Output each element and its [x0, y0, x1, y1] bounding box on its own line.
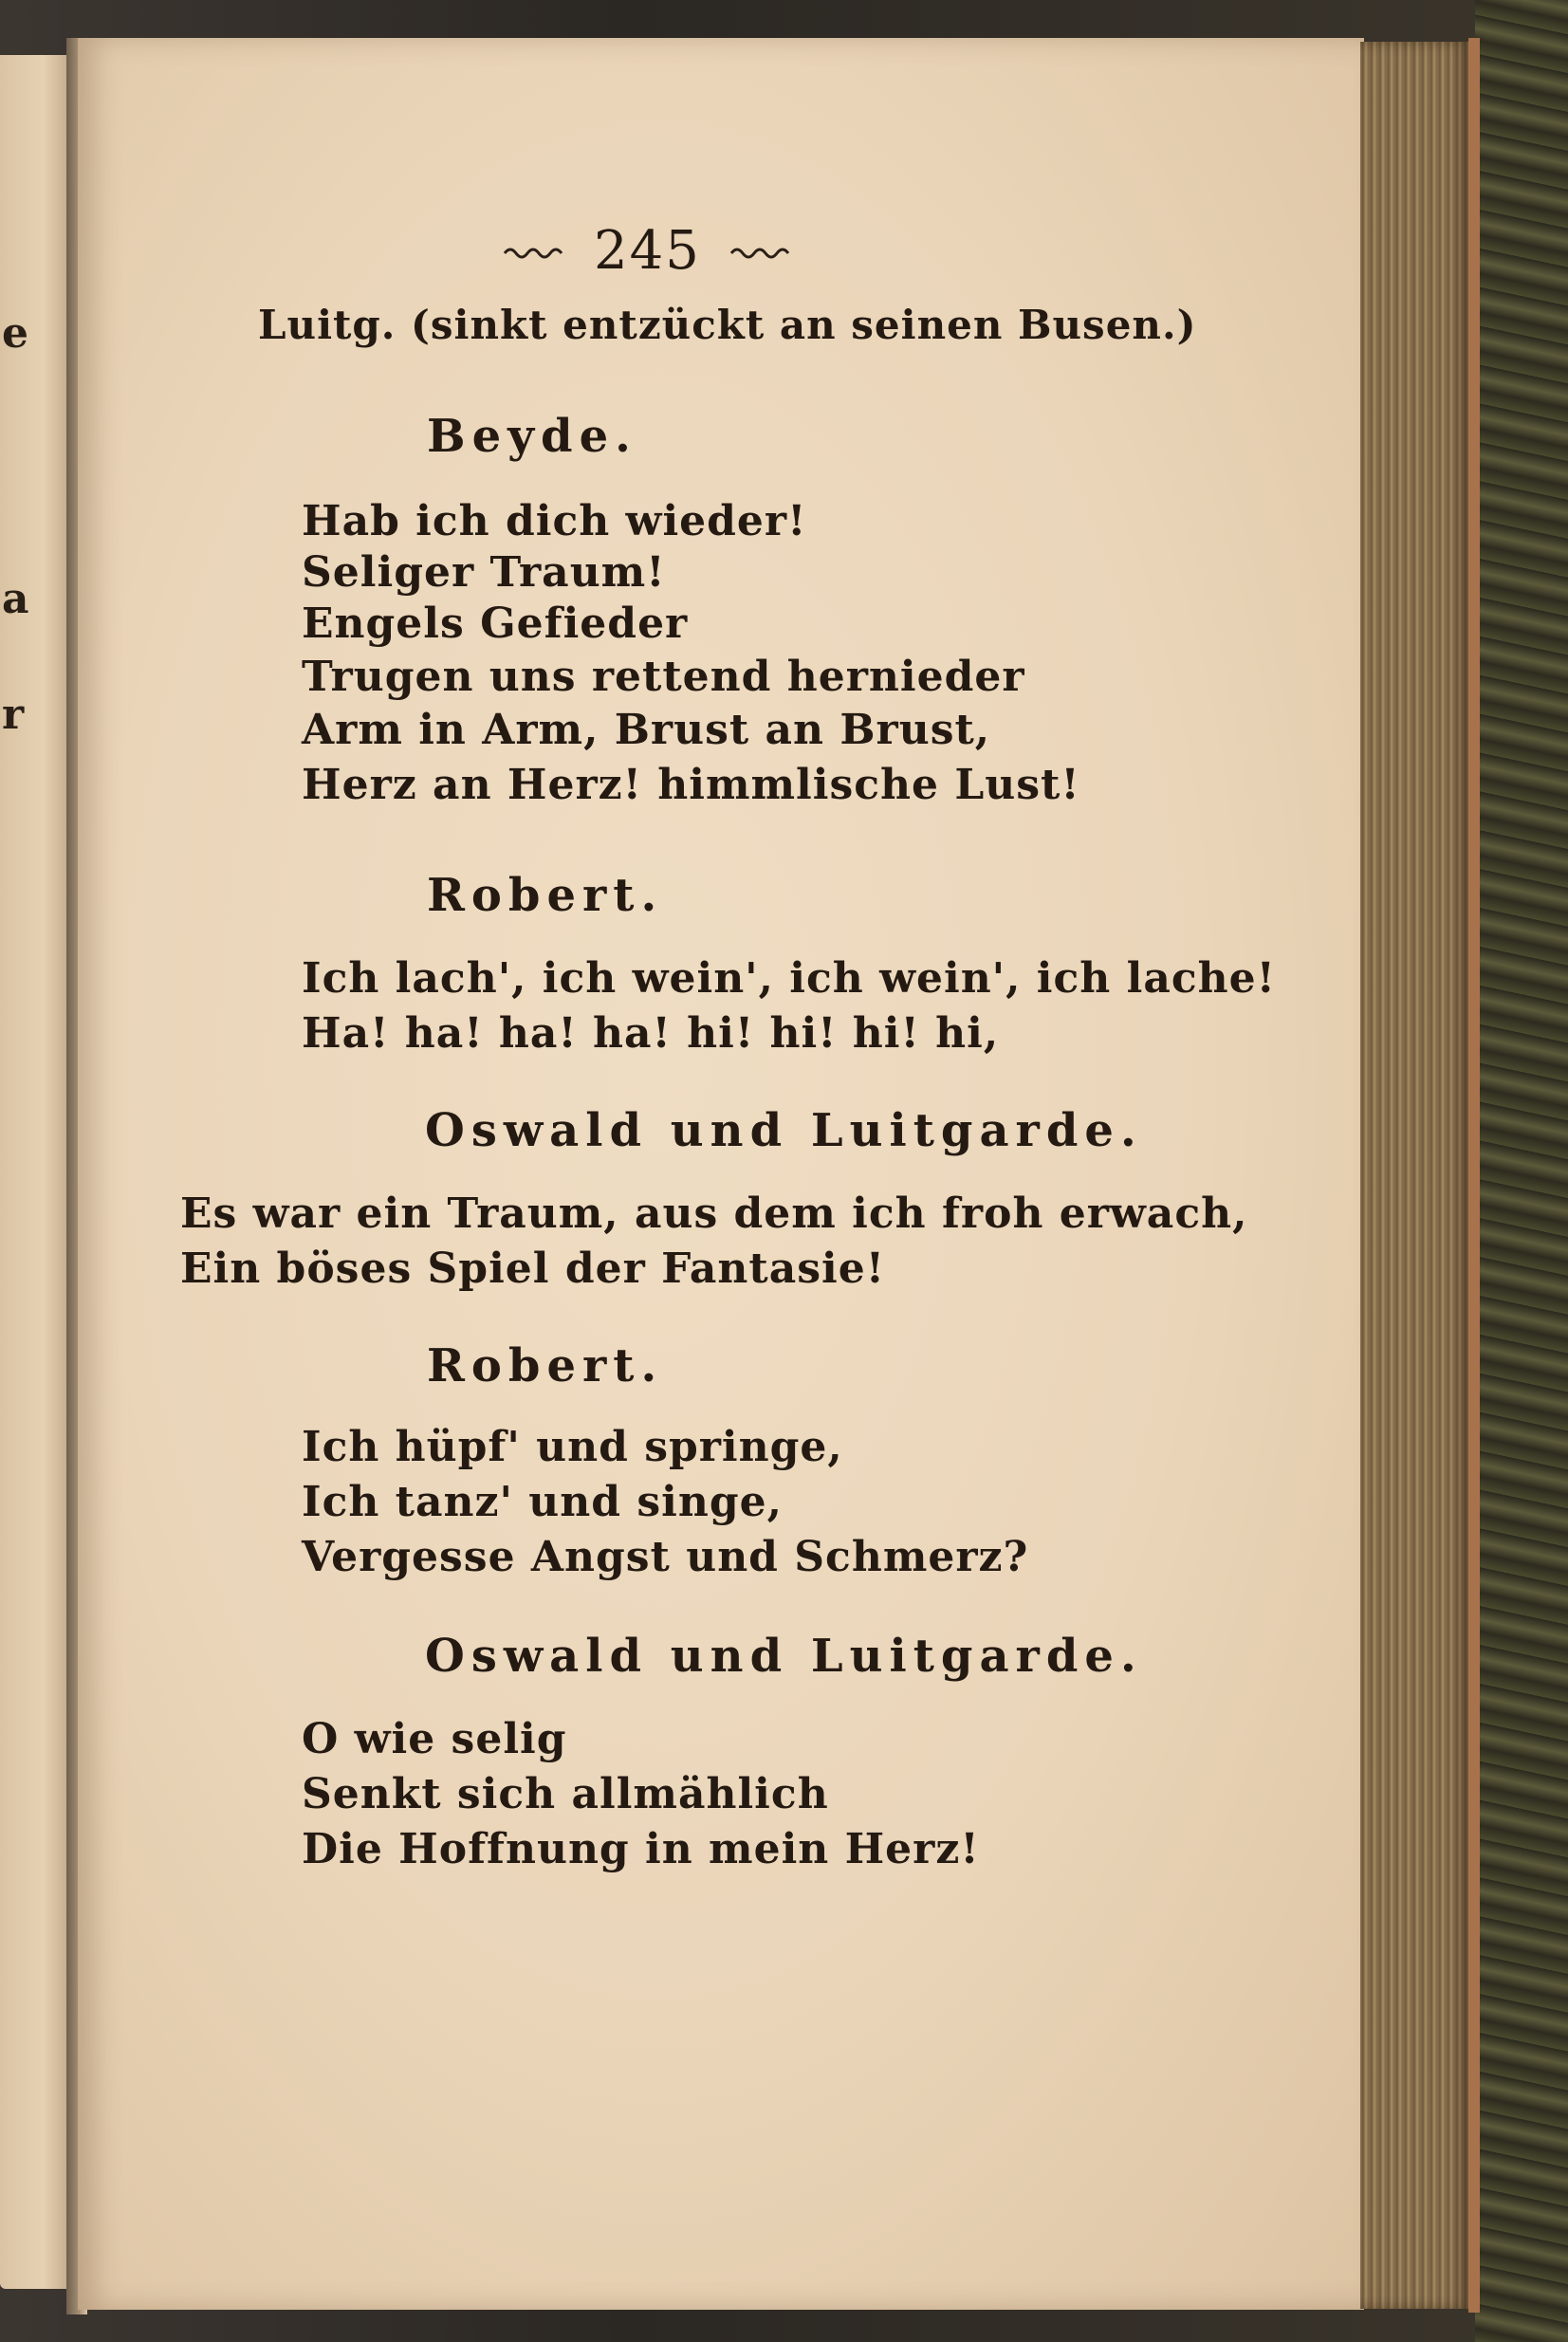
marbled-cover	[1475, 0, 1568, 2342]
left-ornament	[503, 242, 565, 261]
page-header	[503, 220, 792, 282]
page	[78, 38, 1364, 2310]
verse-line: Die Hoffnung in mein Herz!	[302, 1825, 980, 1873]
verse-line: Ich hüpf' und springe,	[302, 1423, 843, 1471]
verse-line: Ha! ha! ha! ha! hi! hi! hi! hi,	[302, 1009, 1000, 1058]
verse-line: Es war ein Traum, aus dem ich froh erwach,	[180, 1189, 1248, 1238]
page-block-edge	[1360, 42, 1470, 2309]
left-fragment: r	[2, 691, 25, 739]
verse-line: Trugen uns rettend hernieder	[302, 653, 1025, 701]
verse-line: Ich lach', ich wein', ich wein', ich lache!	[302, 954, 1276, 1003]
verse-line: Engels Gefieder	[302, 599, 689, 648]
verse-line: Arm in Arm, Brust an Brust,	[302, 706, 991, 754]
verse-line: O wie selig	[302, 1715, 567, 1763]
verse-line: Ein böses Spiel der Fantasie!	[180, 1245, 886, 1293]
speaker-label: Robert.	[427, 869, 664, 922]
verse-line: Hab ich dich wieder!	[302, 497, 807, 545]
verse-line: Vergesse Angst und Schmerz?	[302, 1533, 1029, 1581]
stage-direction: Luitg. (sinkt entzückt an seinen Busen.)	[258, 302, 1197, 348]
verse-line: Seliger Traum!	[302, 548, 666, 597]
right-ornament	[729, 242, 792, 261]
page-block-rim	[1468, 38, 1480, 2313]
verse-line: Senkt sich allmählich	[302, 1770, 829, 1818]
speaker-label: Oswald und Luitgarde.	[425, 1104, 1143, 1157]
left-fragment: a	[2, 575, 29, 623]
left-fragment: e	[2, 309, 28, 358]
page-number: 245	[594, 220, 701, 282]
speaker-label: Robert.	[427, 1339, 664, 1392]
speaker-label: Oswald und Luitgarde.	[425, 1630, 1143, 1683]
speaker-label: Beyde.	[427, 410, 637, 463]
verse-line: Herz an Herz! himmlische Lust!	[302, 761, 1080, 809]
verse-line: Ich tanz' und singe,	[302, 1478, 783, 1526]
